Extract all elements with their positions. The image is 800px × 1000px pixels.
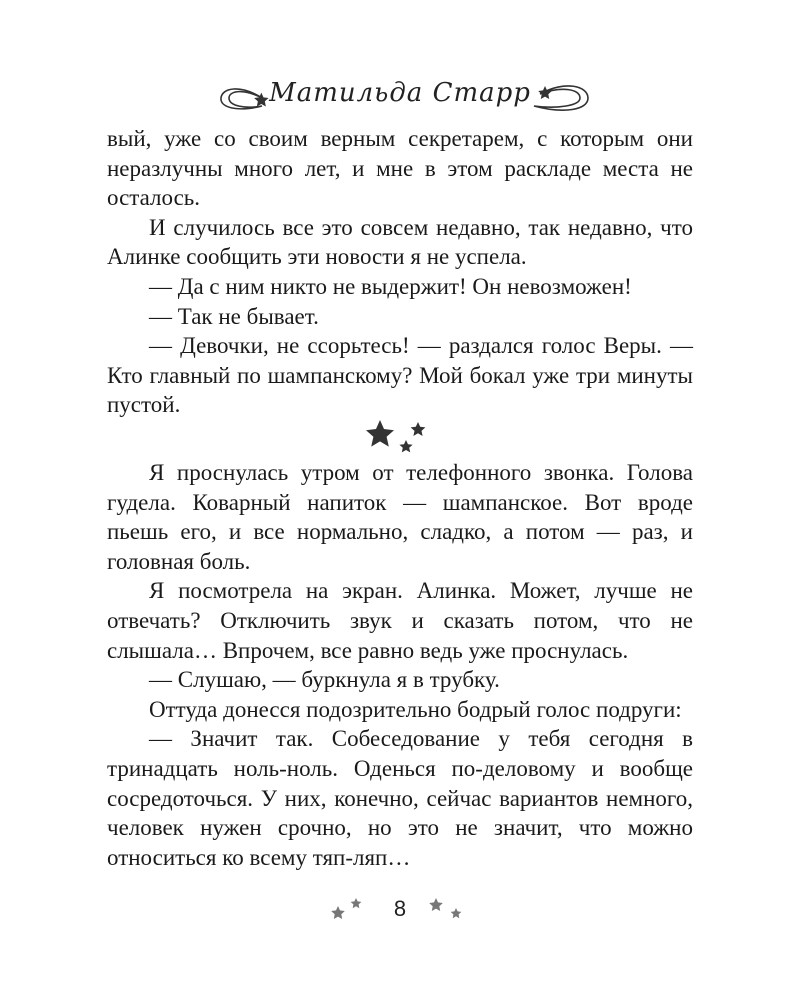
- paragraph: — Так не бывает.: [149, 303, 319, 329]
- paragraph: Оттуда донесся подозрительно бодрый голос подруги:: [149, 696, 682, 722]
- section-separator-stars-icon: [360, 412, 440, 458]
- star-icon-large: [366, 420, 394, 447]
- text-block-top: [107, 124, 693, 420]
- paragraph: — Да с ним никто не выдержит! Он невозможен!: [149, 273, 632, 299]
- paragraph: — Девочки, не ссорьтесь! — раздался голос Веры. — Кто главный по шампанскому? Мой бокал уже три минуты пустой.: [107, 333, 693, 418]
- text-block-bottom: [107, 458, 693, 872]
- page-number: 8: [393, 896, 407, 921]
- running-header: [0, 68, 800, 124]
- paragraph: вый, уже со своим верным секретарем, с которым они неразлучны много лет, и мне в этом раскладе места не осталось.: [107, 126, 693, 211]
- star-icon-small: [411, 422, 426, 436]
- paragraph: Я посмотрела на экран. Алинка. Может, лучше не отвечать? Отключить звук и сказать потом, что не слышала… Впрочем, все равно ведь уже проснулась.: [107, 578, 693, 663]
- star-icon-small: [399, 440, 412, 452]
- paragraph: Я проснулась утром от телефонного звонка. Голова гудела. Коварный напиток — шампанское. Вот вроде пьешь его, и все нормально, сладко, а потом — раз, и головная боль.: [107, 460, 693, 574]
- paragraph: — Значит так. Собеседование у тебя сегодня в тринадцать ноль-ноль. Оденься по-деловому и вообще сосредоточься. У них, конечно, сейчас вариантов немного, человек нужен срочно, но это не значит, что можно относиться ко всему тяп-ляп…: [107, 726, 693, 870]
- paragraph: — Слушаю, — буркнула я в трубку.: [149, 667, 500, 693]
- paragraph: И случилось все это совсем недавно, так недавно, что Алинке сообщить эти новости я не успела.: [107, 214, 693, 270]
- running-title: Матильда Старр: [269, 78, 531, 108]
- page-footer: [0, 892, 800, 932]
